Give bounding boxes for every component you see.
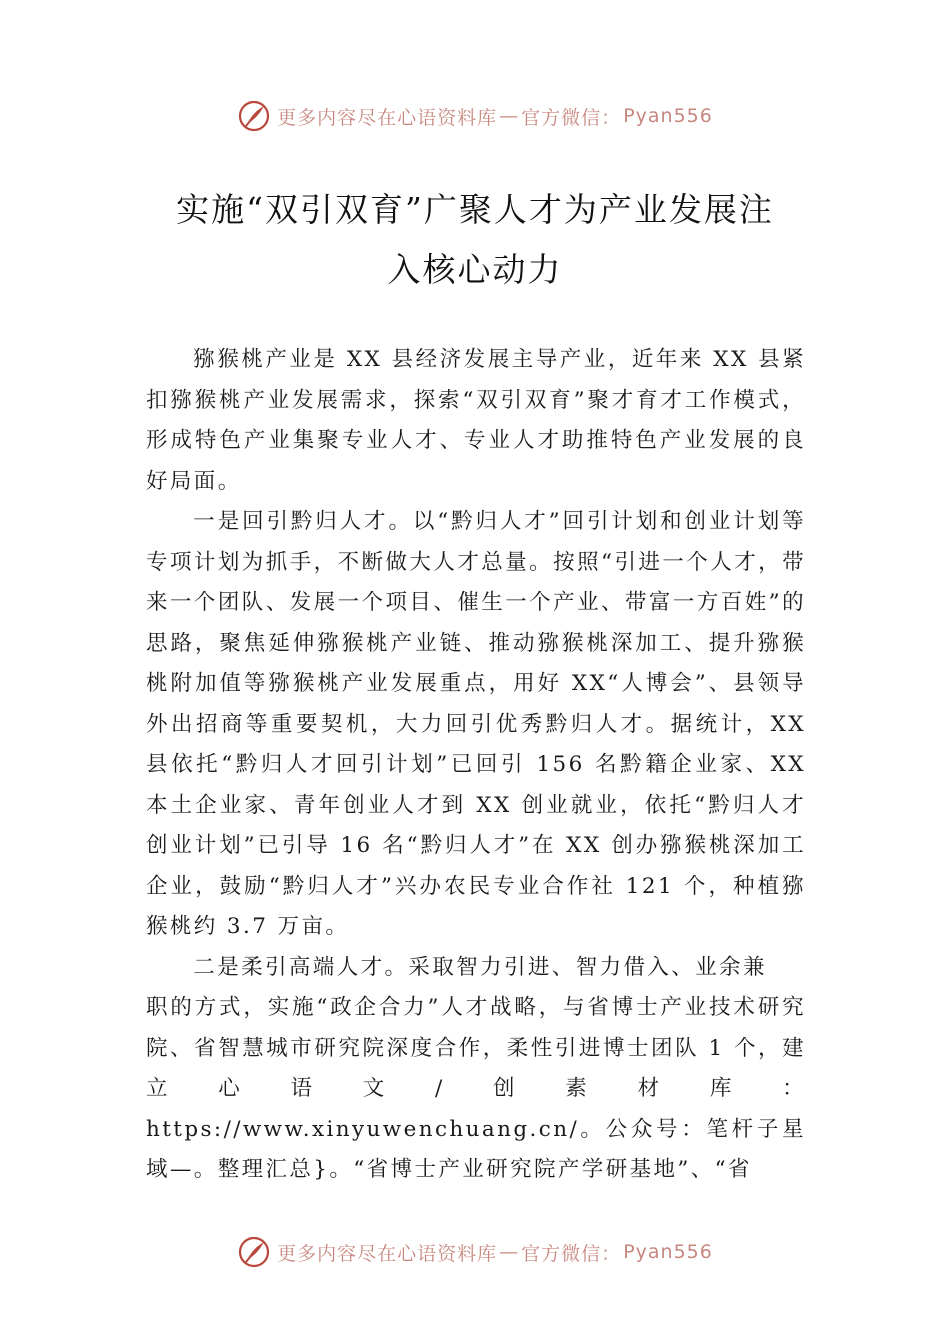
paragraph-one: 一是回引黔归人才。以“黔归人才”回引计划和创业计划等专项计划为抓手，不断做大人才总量。按照“引进一个人才，带来一个团队、发展一个项目、催生一个产业、带富一方百姓”的思路，聚焦延伸猕猴桃产业链、推动猕猴桃深加工、提升猕猴桃附加值等猕猴桃产业发展重点，用好 XX“人博会”、县领导外出招商等重要契机，大力回引优秀黔归人才。据统计，XX 县依托“黔归人才回引计划”已回引 156 名黔籍企业家、XX 本土企业家、青年创业人才到 XX 创业就业，依托“黔归人才创业计划”已引导 16 名“黔归人才”在 XX 创办猕猴桃深加工企业，鼓励“黔归人才”兴办农民专业合作社 121 个，种植猕猴桃约 3.7 万亩。 [146,509,806,939]
title-line-1: 实施“双引双育”广聚人才为产业发展注 [176,190,774,229]
title-line-2: 入核心动力 [387,250,563,289]
watermark-separator: — [499,105,520,127]
watermark-text: 更多内容尽在心语资料库 [277,106,498,129]
watermark-text: 更多内容尽在心语资料库 [277,1242,498,1265]
document-title [120,180,830,300]
watermark-label: 官方微信： [521,1242,622,1265]
watermark-wechat-id: Pyan556 [623,105,713,127]
watermark-label: 官方微信： [521,106,622,129]
header-watermark [0,96,950,136]
quill-seal-icon [237,1235,271,1269]
watermark-separator: — [499,1241,520,1263]
paragraph-two-continued: 职的方式，实施“政企合力”人才战略，与省博士产业技术研究院、省智慧城市研究院深度合作，柔性引进博士团队 1 个，建立心语文/创素材库：https://www.xinyuwenchuang.cn/。公众号：笔杆子星域—。整理汇总}。“省博士产业研究院产学研基地”、“省 [146,995,806,1182]
footer-watermark [0,1232,950,1272]
watermark-wechat-id: Pyan556 [623,1241,713,1263]
quill-seal-icon [237,99,271,133]
document-body [146,340,806,1191]
paragraph-two: 二是柔引高端人才。采取智力引进、智力借入、业余兼 [193,954,767,980]
paragraph-intro: 猕猴桃产业是 XX 县经济发展主导产业，近年来 XX 县紧扣猕猴桃产业发展需求，探索“双引双育”聚才育才工作模式，形成特色产业集聚专业人才、专业人才助推特色产业发展的良好局面。 [146,347,806,494]
